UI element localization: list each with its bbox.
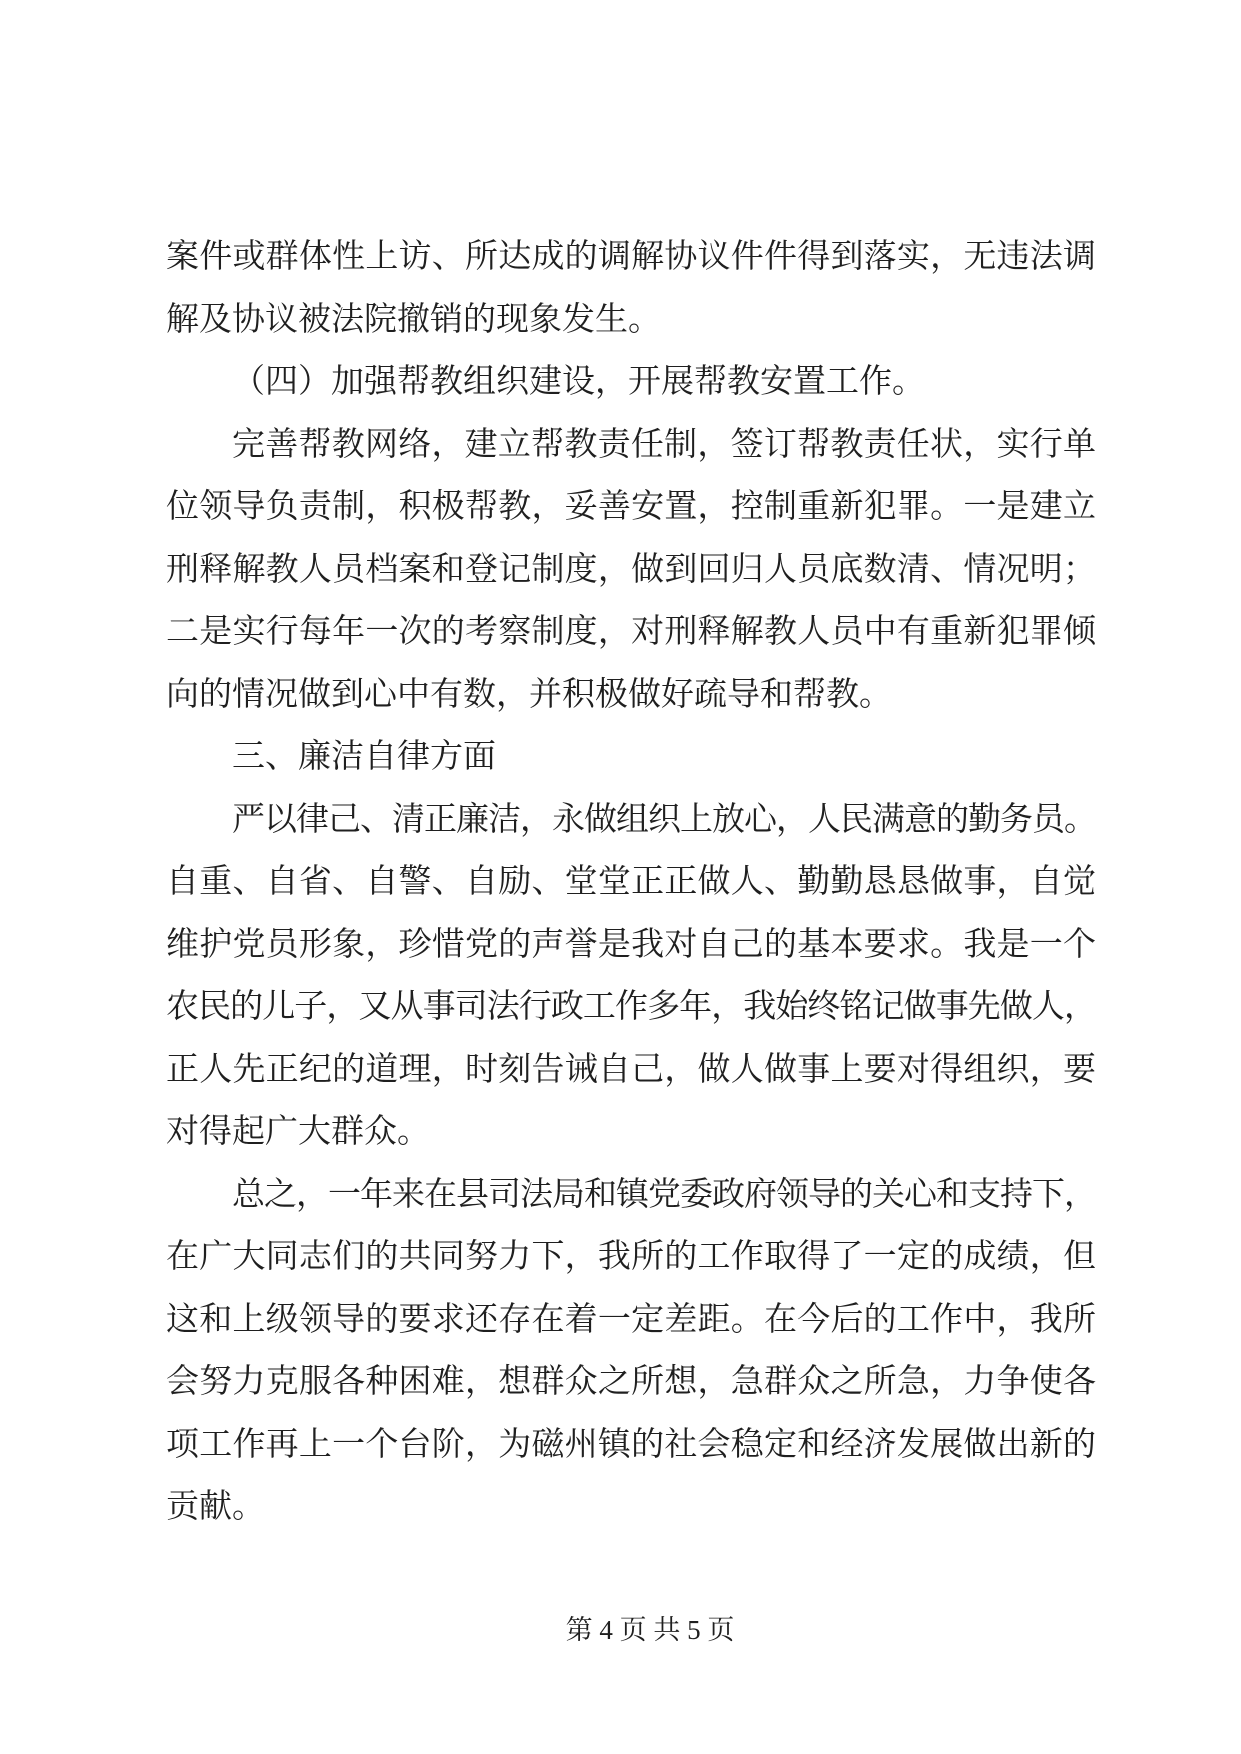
text-line: 位领导负责制，积极帮教，妥善安置，控制重新犯罪。一是建立 (166, 489, 1096, 525)
text-line: 正人先正纪的道理，时刻告诫自己，做人做事上要对得组织，要 (166, 1051, 1096, 1088)
text-line: 在广大同志们的共同努力下，我所的工作取得了一定的成绩，但 (166, 1239, 1096, 1275)
text-line: 自重、自省、自警、自励、堂堂正正做人、勤勤恳恳做事，自觉 (166, 864, 1096, 900)
text-line: 这和上级领导的要求还存在着一定差距。在今后的工作中，我所 (166, 1301, 1096, 1338)
text-line: 三、廉洁自律方面 (232, 739, 496, 775)
text-line: 完善帮教网络，建立帮教责任制，签订帮教责任状，实行单 (232, 426, 1096, 463)
text-line: 案件或群体性上访、所达成的调解协议件件得到落实，无违法调 (166, 239, 1096, 275)
text-line: 刑释解教人员档案和登记制度，做到回归人员底数清、情况明； (166, 551, 1096, 588)
text-line: 贡献。 (166, 1489, 265, 1525)
text-line: （四）加强帮教组织建设，开展帮教安置工作。 (232, 364, 925, 400)
text-line: 农民的儿子，又从事司法行政工作多年，我始终铭记做事先做人， (166, 989, 1096, 1025)
page-footer (566, 1612, 735, 1648)
text-line: 解及协议被法院撤销的现象发生。 (166, 301, 661, 338)
text-line: 对得起广大群众。 (166, 1114, 430, 1150)
text-line: 向的情况做到心中有数，并积极做好疏导和帮教。 (166, 676, 892, 713)
document-body (166, 226, 1096, 1539)
text-line: 维护党员形象，珍惜党的声誉是我对自己的基本要求。我是一个 (166, 926, 1096, 963)
text-line: 严以律己、清正廉洁，永做组织上放心，人民满意的勤务员。 (232, 801, 1096, 838)
text-line: 总之，一年来在县司法局和镇党委政府领导的关心和支持下， (232, 1176, 1096, 1213)
text-line: 会努力克服各种困难，想群众之所想，急群众之所急，力争使各 (166, 1364, 1096, 1400)
text-line: 二是实行每年一次的考察制度，对刑释解教人员中有重新犯罪倾 (166, 614, 1096, 650)
text-line: 项工作再上一个台阶，为磁州镇的社会稳定和经济发展做出新的 (166, 1426, 1096, 1463)
page-number-label: 第 4 页 共 5 页 (565, 1615, 735, 1645)
